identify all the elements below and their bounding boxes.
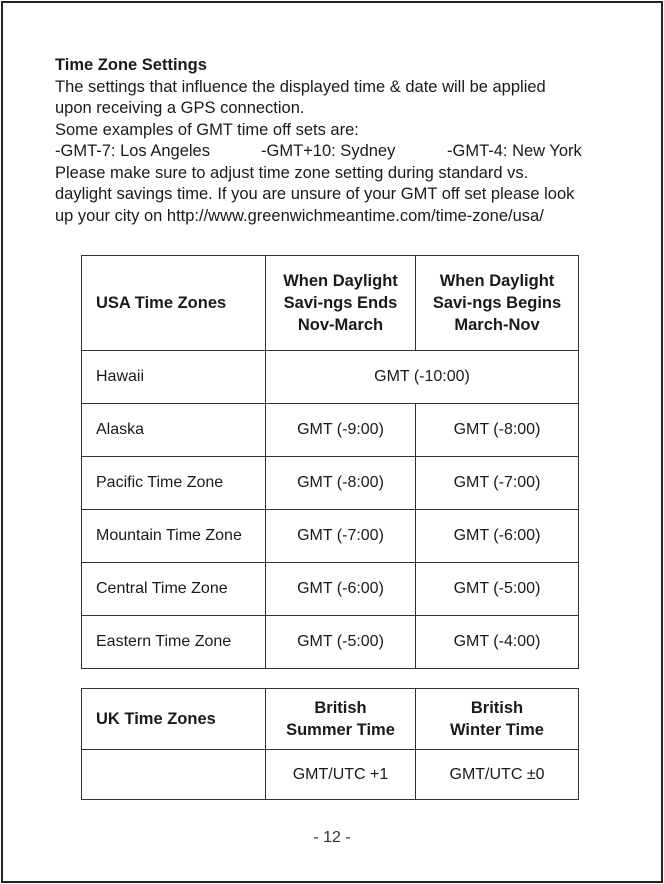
header-summer-time — [266, 689, 416, 750]
table-header-row — [82, 256, 579, 351]
intro-line-2: upon receiving a GPS connection. — [55, 99, 305, 117]
gmt-offset-dst-ends: GMT (-7:00) — [266, 510, 416, 563]
table-row — [82, 457, 579, 510]
header-line: March-Nov — [454, 316, 540, 334]
page-number: - 12 - — [313, 829, 351, 846]
zone-name: Pacific Time Zone — [82, 457, 266, 510]
intro-line-3: Some examples of GMT time off sets are: — [55, 120, 359, 139]
header-dst-ends — [266, 256, 416, 351]
gmt-offset-dst-ends: GMT (-5:00) — [266, 616, 416, 669]
usa-time-zones-table — [81, 255, 579, 669]
zone-name: Hawaii — [82, 351, 266, 404]
table-row — [82, 510, 579, 563]
header-line: British — [470, 699, 524, 717]
example-los-angeles: -GMT-7: Los Angeles — [55, 142, 210, 160]
zone-name: Central Time Zone — [82, 563, 266, 616]
intro-line-7: up your city on http://www.greenwichmeantime.com/time-zone/usa/ — [55, 206, 544, 225]
table-header-row — [82, 689, 579, 750]
gmt-offset-winter: GMT/UTC ±0 — [416, 750, 579, 800]
zone-name: Eastern Time Zone — [82, 616, 266, 669]
header-line: Summer Time — [286, 721, 395, 739]
header-line: When Daylight — [439, 272, 555, 290]
table-row — [82, 750, 579, 800]
gmt-offset-dst-ends: GMT (-9:00) — [266, 404, 416, 457]
header-line: Savi-ngs Begins — [432, 294, 562, 312]
header-line: When Daylight — [283, 272, 398, 290]
header-dst-begins — [416, 256, 579, 351]
gmt-offset-dst-begins: GMT (-4:00) — [416, 616, 579, 669]
gmt-offset-dst-begins: GMT (-7:00) — [416, 457, 579, 510]
example-new-york: -GMT-4: New York — [447, 142, 582, 160]
intro-line-1: The settings that influence the displayed time & date will be applied — [55, 77, 546, 96]
zone-name: Mountain Time Zone — [82, 510, 266, 563]
gmt-offset-dst-begins: GMT (-5:00) — [416, 563, 579, 616]
gmt-offset-dst-ends: GMT (-6:00) — [266, 563, 416, 616]
intro-line-5: Please make sure to adjust time zone setting during standard vs. — [55, 163, 529, 182]
example-sydney: -GMT+10: Sydney — [261, 142, 396, 160]
intro-line-6: daylight savings time. If you are unsure of your GMT off set please look — [55, 185, 575, 203]
gmt-offset-dst-begins: GMT (-6:00) — [416, 510, 579, 563]
gmt-offset-merged: GMT (-10:00) — [266, 351, 579, 404]
header-line: Winter Time — [450, 721, 544, 739]
usa-header-label: USA Time Zones — [82, 256, 266, 351]
header-winter-time — [416, 689, 579, 750]
intro-section — [55, 55, 635, 227]
gmt-offset-dst-ends: GMT (-8:00) — [266, 457, 416, 510]
header-line: Nov-March — [297, 316, 384, 334]
header-line: British — [314, 699, 367, 717]
examples-line — [55, 141, 635, 163]
section-title: Time Zone Settings — [55, 56, 207, 74]
table-row — [82, 404, 579, 457]
table-row — [82, 563, 579, 616]
header-line: Savi-ngs Ends — [283, 294, 398, 312]
table-row — [82, 351, 579, 404]
uk-time-zones-table — [81, 688, 579, 800]
table-row — [82, 616, 579, 669]
gmt-offset-summer: GMT/UTC +1 — [266, 750, 416, 800]
zone-name — [82, 750, 266, 800]
zone-name: Alaska — [82, 404, 266, 457]
gmt-offset-dst-begins: GMT (-8:00) — [416, 404, 579, 457]
uk-header-label: UK Time Zones — [82, 689, 266, 750]
